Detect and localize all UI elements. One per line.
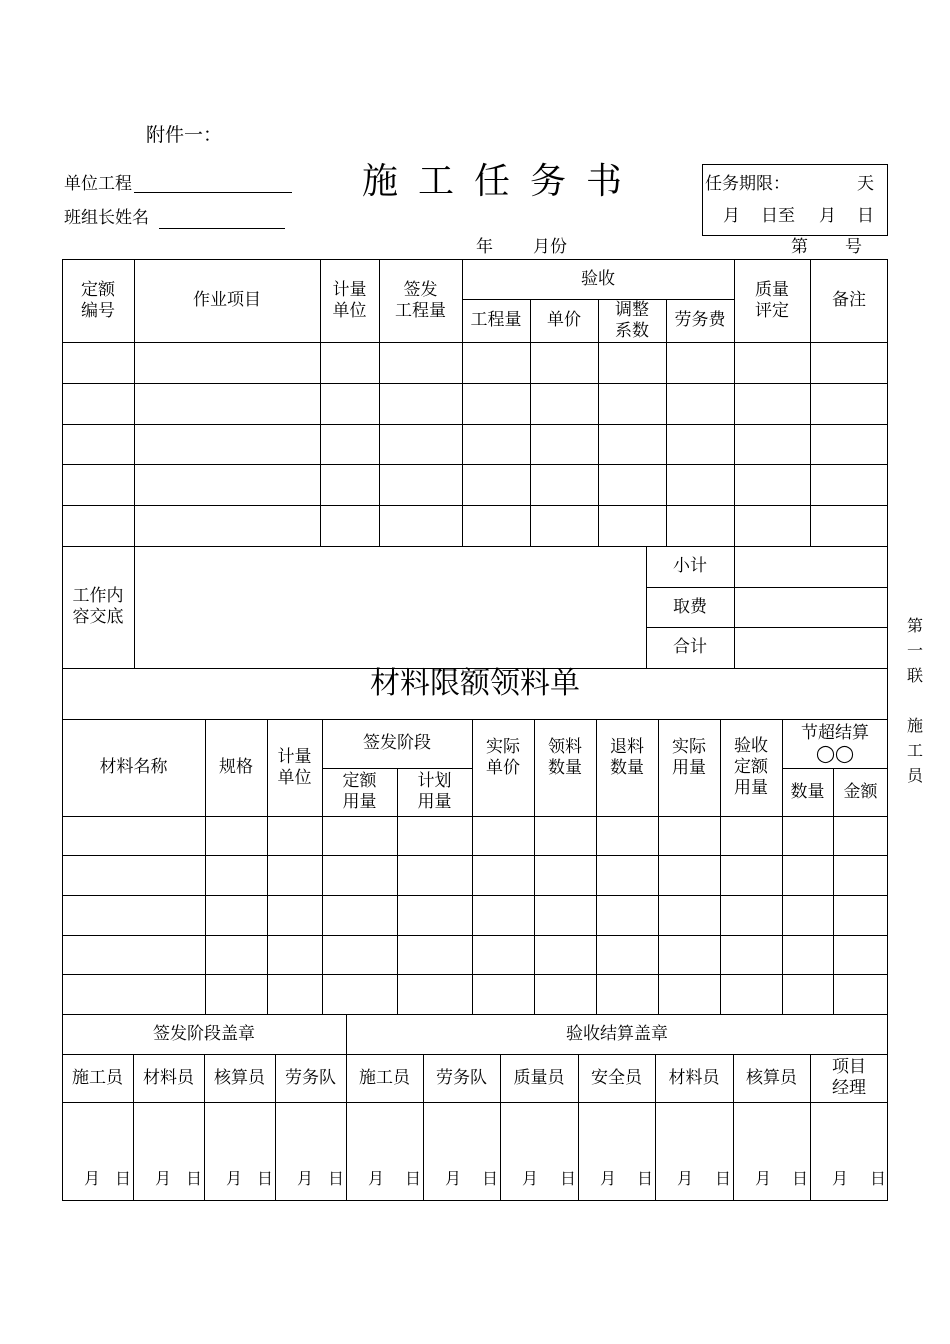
unit-project-label: 单位工程 [64,174,132,194]
seal-day-label: 日 [482,1169,499,1188]
col-unit: 计量 单位 [332,279,367,321]
seal-role-label: 施工员 [72,1067,123,1088]
number-prefix: 第 [791,237,808,257]
accept-seal-label: 验收结算盖章 [566,1023,668,1044]
seal-role-label: 核算员 [746,1067,797,1088]
seal-role-label: 材料员 [668,1067,720,1088]
col-acceptance: 验收 [581,268,615,289]
seal-month-label: 月 [832,1169,849,1188]
work-brief-label: 工作内 容交底 [72,586,124,627]
seal-day-label: 日 [715,1169,732,1188]
mat-col-accept-quota: 验收 定额 用量 [734,736,768,798]
fee-label: 取费 [673,596,707,617]
seal-month-label: 月 [155,1169,172,1188]
seal-month-label: 月 [226,1169,243,1188]
copy-role-note: 施 工 员 [906,716,923,785]
issue-seal-label: 签发阶段盖章 [153,1023,255,1044]
seal-day-label: 日 [637,1169,654,1188]
seal-month-label: 月 [84,1169,101,1188]
copy-number-note: 第 一 联 [906,616,923,685]
mat-col-quota-usage: 定额 用量 [342,771,377,812]
seal-month-label: 月 [755,1169,772,1188]
col-work-item: 作业项目 [193,290,261,310]
col-unit-price: 单价 [547,310,581,330]
col-adjust-factor: 调整 系数 [615,299,649,341]
page-title: 施工任务书 [362,161,643,202]
col-issued-qty: 签发 工程量 [395,279,446,321]
mat-col-unit: 计量 单位 [277,746,312,788]
seal-month-label: 月 [522,1169,539,1188]
seal-month-label: 月 [368,1169,385,1188]
col-remarks: 备注 [832,290,866,310]
mat-col-issue-stage: 签发阶段 [363,733,431,753]
col-labor-fee: 劳务费 [674,310,726,330]
period-month1: 月 [723,206,740,226]
seal-day-label: 日 [870,1169,887,1188]
seal-month-label: 月 [600,1169,617,1188]
seal-role-label: 质量员 [513,1067,565,1088]
mat-col-received-qty: 领料 数量 [548,736,582,778]
seal-day-label: 日 [186,1169,203,1188]
mat-col-saving: 节超结算 ◯◯ [801,722,869,764]
seal-role-label: 安全员 [591,1067,642,1088]
seal-day-label: 日 [792,1169,809,1188]
task-period-days: 天 [857,174,874,194]
attachment-label: 附件一： [146,124,223,146]
seal-day-label: 日 [257,1169,274,1188]
seal-role-label: 材料员 [143,1067,194,1088]
mat-col-actual-usage: 实际 用量 [672,736,706,778]
seal-role-label: 项目 经理 [832,1057,866,1098]
unit-project-field[interactable] [134,192,292,193]
seal-day-label: 日 [328,1169,345,1188]
month-label: 月份 [533,237,567,257]
mat-col-actual-price: 实际 单价 [486,736,520,778]
seal-month-label: 月 [445,1169,462,1188]
seal-day-label: 日 [405,1169,422,1188]
number-suffix: 号 [845,237,862,257]
year-label: 年 [476,237,493,257]
mat-col-amount: 金额 [843,781,878,802]
col-quality: 质量 评定 [755,279,789,321]
seal-day-label: 日 [560,1169,577,1188]
subtotal-label: 小计 [673,556,707,576]
seal-day-label: 日 [115,1169,132,1188]
work-brief-field[interactable] [135,547,645,667]
seal-role-label: 劳务队 [285,1067,336,1088]
col-quota-no: 定额 编号 [81,279,115,321]
material-title: 材料限额领料单 [370,666,580,701]
task-period-label: 任务期限： [705,174,790,194]
mat-col-name: 材料名称 [99,757,168,777]
period-day2: 日 [857,206,874,226]
mat-col-returned-qty: 退料 数量 [610,736,644,778]
seal-role-label: 施工员 [359,1067,410,1088]
col-work-qty: 工程量 [470,310,522,330]
seal-month-label: 月 [677,1169,694,1188]
seal-month-label: 月 [297,1169,314,1188]
mat-col-spec: 规格 [219,757,253,777]
team-leader-field[interactable] [159,228,285,229]
seal-role-label: 劳务队 [436,1067,487,1088]
seal-role-label: 核算员 [214,1067,265,1088]
period-month2: 月 [819,206,836,226]
mat-col-plan-usage: 计划 用量 [417,771,452,812]
period-day-to: 日至 [761,206,795,226]
mat-col-quantity: 数量 [790,781,825,802]
total-label: 合计 [673,637,707,657]
team-leader-label: 班组长姓名 [64,208,149,228]
